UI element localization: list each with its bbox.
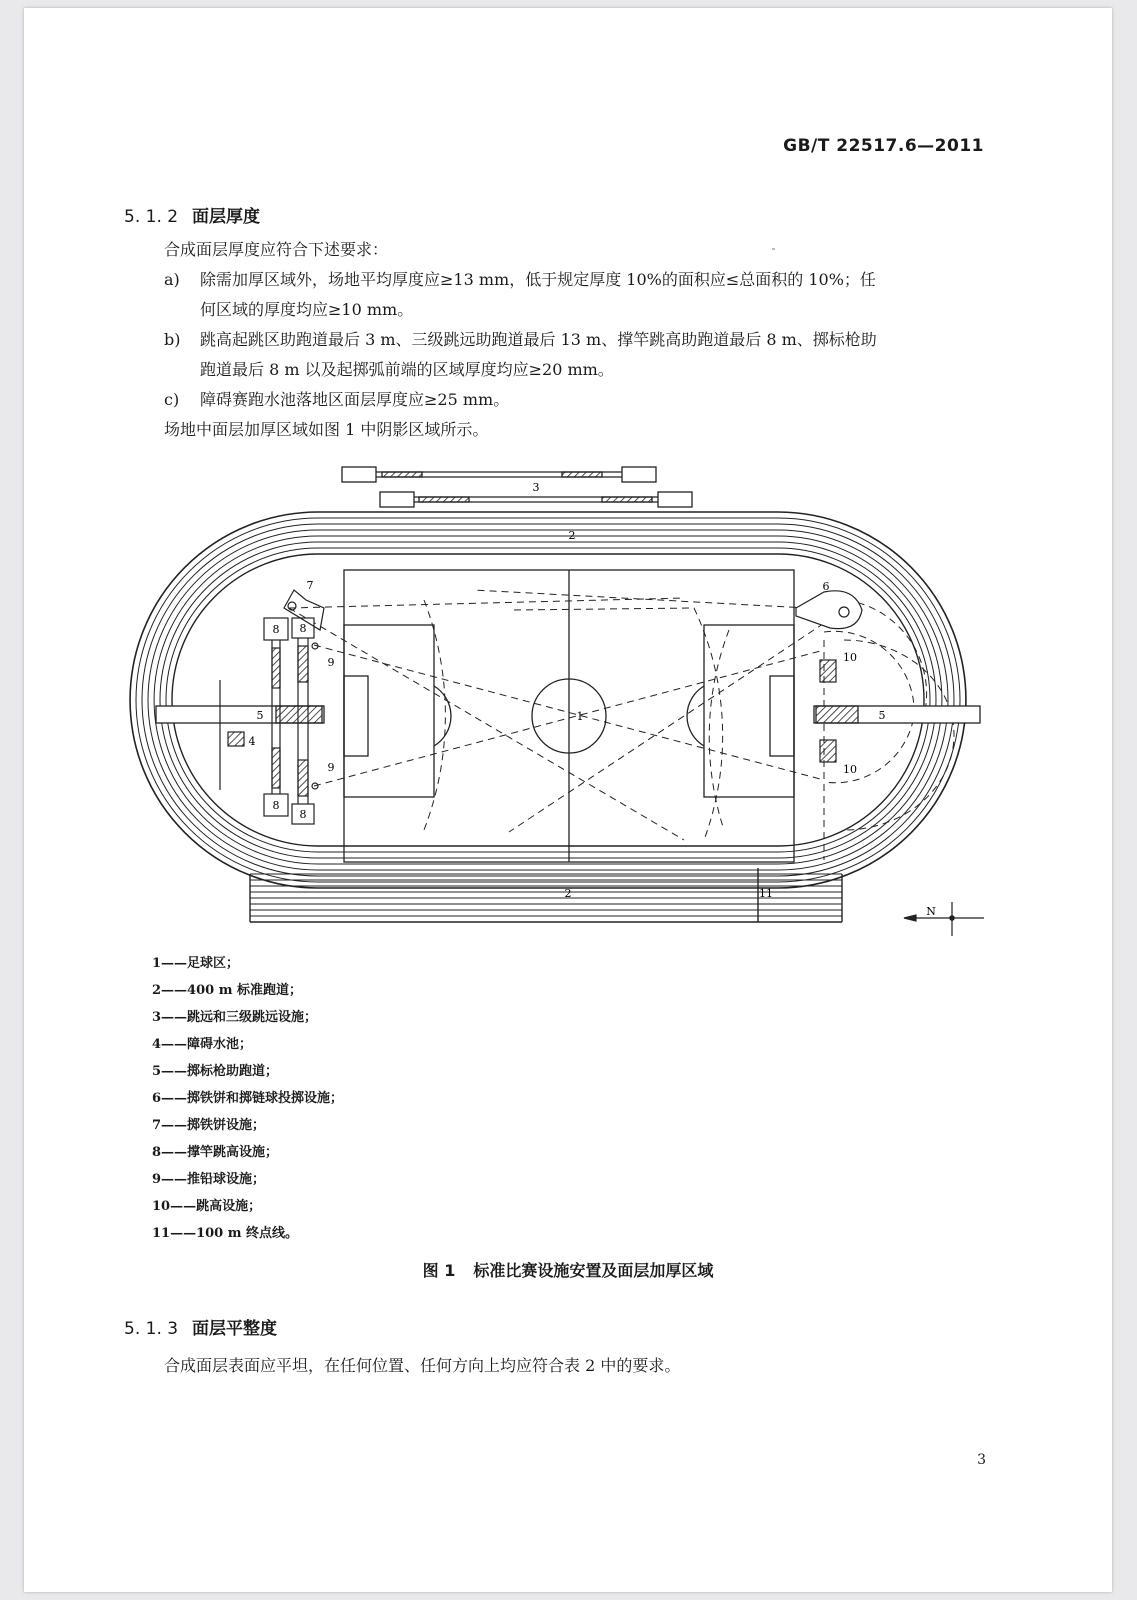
label-10-top: 10 <box>843 651 857 664</box>
label-2-bottom: 2 <box>564 887 572 900</box>
section-5-1-3-heading <box>124 1314 277 1339</box>
legend-item: 9——推铅球设施； <box>152 1172 266 1187</box>
intro-paragraph: 合成面层厚度应符合下述要求： <box>164 240 389 259</box>
label-8-b: 8 <box>299 622 307 635</box>
discus-facility-left <box>284 590 324 789</box>
long-jump-facility <box>342 467 692 507</box>
item-label: c) <box>164 390 180 409</box>
steeplechase-water-pit <box>220 680 244 790</box>
label-8-c: 8 <box>272 799 280 812</box>
scan-mark <box>772 248 775 250</box>
label-2-top: 2 <box>568 529 576 542</box>
section-5-1-2-heading <box>124 202 260 227</box>
label-5-right: 5 <box>878 709 886 722</box>
label-5-left: 5 <box>256 709 264 722</box>
football-field <box>344 570 794 862</box>
figure-caption <box>24 1258 1112 1281</box>
north-arrow-icon <box>904 902 984 936</box>
label-9-bottom: 9 <box>327 761 335 774</box>
list-item-c <box>164 390 509 410</box>
legend-item: 4——障碍水池； <box>152 1037 253 1052</box>
legend-item: 3——跳远和三级跳远设施； <box>152 1010 318 1025</box>
figure-legend <box>152 950 343 1247</box>
caption-text: 标准比赛设施安置及面层加厚区域 <box>473 1261 714 1280</box>
list-item-b <box>164 330 877 350</box>
page-number: 3 <box>977 1452 986 1468</box>
standard-code: GB/T 22517.6—2011 <box>783 136 984 156</box>
legend-item: 8——撑竿跳高设施； <box>152 1145 279 1160</box>
legend-item: 5——掷标枪助跑道； <box>152 1064 279 1079</box>
north-label: N <box>926 905 936 918</box>
closing-paragraph: 场地中面层加厚区域如图 1 中阴影区域所示。 <box>164 420 489 439</box>
list-item-a <box>164 270 876 290</box>
document-page <box>24 8 1112 1592</box>
label-1: 1 <box>576 710 584 723</box>
legend-item: 2——400 m 标准跑道； <box>152 983 302 998</box>
item-text: 障碍赛跑水池落地区面层厚度应≥25 mm。 <box>200 390 510 409</box>
label-7: 7 <box>306 579 314 592</box>
legend-item: 10——跳高设施； <box>152 1199 262 1214</box>
stadium-figure <box>124 460 984 940</box>
list-item-a-cont: 何区域的厚度均应≥10 mm。 <box>200 300 414 319</box>
label-3: 3 <box>532 481 540 494</box>
legend-item: 1——足球区； <box>152 956 240 971</box>
section-title: 面层平整度 <box>192 1319 277 1339</box>
stadium-layout-diagram <box>124 460 984 940</box>
discus-hammer-facility <box>796 591 862 629</box>
legend-item: 6——掷铁饼和掷链球投掷设施； <box>152 1091 344 1106</box>
legend-item: 11——100 m 终点线。 <box>152 1226 299 1241</box>
legend-item: 7——掷铁饼设施； <box>152 1118 266 1133</box>
caption-number: 图 1 <box>422 1261 456 1280</box>
item-label: a) <box>164 270 180 289</box>
label-6: 6 <box>822 580 830 593</box>
label-9-top: 9 <box>327 656 335 669</box>
label-4: 4 <box>248 735 256 748</box>
item-label: b) <box>164 330 181 349</box>
section-title: 面层厚度 <box>192 207 260 227</box>
label-8-d: 8 <box>299 808 307 821</box>
section-5-1-3-text: 合成面层表面应平坦，在任何位置、任何方向上均应符合表 2 中的要求。 <box>164 1356 681 1375</box>
section-number: 5. 1. 2 <box>124 207 179 227</box>
throwing-sectors <box>289 590 954 860</box>
item-text: 除需加厚区域外，场地平均厚度应≥13 mm，低于规定厚度 10%的面积应≤总面积的 10%；任 <box>200 270 876 289</box>
section-number: 5. 1. 3 <box>124 1319 179 1339</box>
label-8-a: 8 <box>272 623 280 636</box>
label-11: 11 <box>759 887 773 900</box>
label-10-bottom: 10 <box>843 763 857 776</box>
list-item-b-cont: 跑道最后 8 m 以及起掷弧前端的区域厚度均应≥20 mm。 <box>200 360 614 379</box>
item-text: 跳高起跳区助跑道最后 3 m、三级跳远助跑道最后 13 m、撑竿跳高助跑道最后 8 m、掷标枪助 <box>200 330 877 349</box>
